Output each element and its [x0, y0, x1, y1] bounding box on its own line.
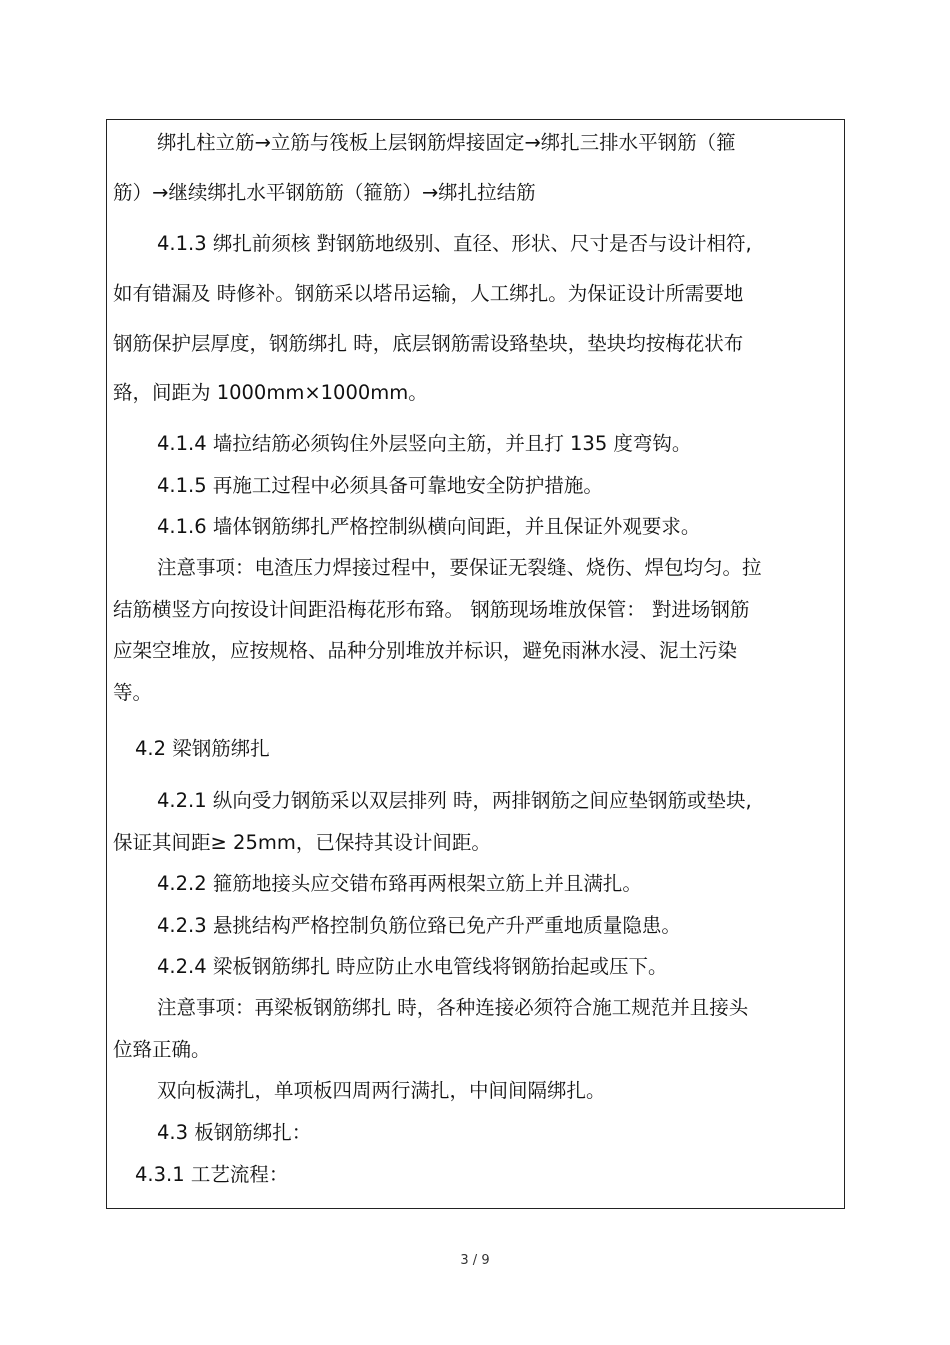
- text-line: 位臵正确。: [113, 1038, 211, 1061]
- text-line: 筋）→继续绑扎水平钢筋筋（箍筋）→绑扎拉结筋: [113, 181, 536, 204]
- text-line: 4.1.3 绑扎前须核 對钢筋地级别、直径、形状、尺寸是否与设计相符,: [157, 232, 752, 255]
- section-heading: 4.3 板钢筋绑扎：: [157, 1121, 312, 1144]
- text-line: 注意事项：再梁板钢筋绑扎 時，各种连接必须符合施工规范并且接头: [157, 996, 749, 1019]
- section-heading: 4.2 梁钢筋绑扎: [135, 737, 270, 760]
- text-line: 4.2.3 悬挑结构严格控制负筋位臵已免产升严重地质量隐患。: [157, 914, 681, 937]
- text-line: 钢筋保护层厚度，钢筋绑扎 時，底层钢筋需设臵垫块，垫块均按梅花状布: [113, 332, 744, 355]
- text-line: 4.2.4 梁板钢筋绑扎 時应防止水电管线将钢筋抬起或压下。: [157, 955, 668, 978]
- text-line: 等。: [113, 681, 153, 704]
- text-line: 臵，间距为 1000mm×1000mm。: [113, 381, 428, 404]
- text-line: 保证其间距≥ 25mm，已保持其设计间距。: [113, 831, 491, 854]
- text-line: 4.3.1 工艺流程：: [135, 1163, 289, 1186]
- text-line: 4.1.4 墙拉结筋必须钩住外层竖向主筋，并且打 135 度弯钩。: [157, 432, 692, 455]
- text-line: 绑扎柱立筋→立筋与筏板上层钢筋焊接固定→绑扎三排水平钢筋（箍: [157, 131, 736, 154]
- text-line: 4.1.5 再施工过程中必须具备可靠地安全防护措施。: [157, 474, 603, 497]
- text-line: 注意事项：电渣压力焊接过程中，要保证无裂缝、烧伤、焊包均匀。拉: [157, 556, 762, 579]
- text-line: 应架空堆放，应按规格、品种分别堆放并标识，避免雨淋水浸、泥土污染: [113, 639, 738, 662]
- text-line: 双向板满扎，单项板四周两行满扎，中间间隔绑扎。: [157, 1079, 606, 1102]
- text-line: 4.2.2 箍筋地接头应交错布臵再两根架立筋上并且满扎。: [157, 872, 642, 895]
- text-line: 4.1.6 墙体钢筋绑扎严格控制纵横向间距，并且保证外观要求。: [157, 515, 701, 538]
- text-line: 4.2.1 纵向受力钢筋采以双层排列 時，两排钢筋之间应垫钢筋或垫块,: [157, 789, 752, 812]
- page-number: 3 / 9: [460, 1253, 490, 1268]
- text-line: 结筋横竖方向按设计间距沿梅花形布臵。 钢筋现场堆放保管： 對进场钢筋: [113, 598, 750, 621]
- text-line: 如有错漏及 時修补。钢筋采以塔吊运输，人工绑扎。为保证设计所需要地: [113, 282, 744, 305]
